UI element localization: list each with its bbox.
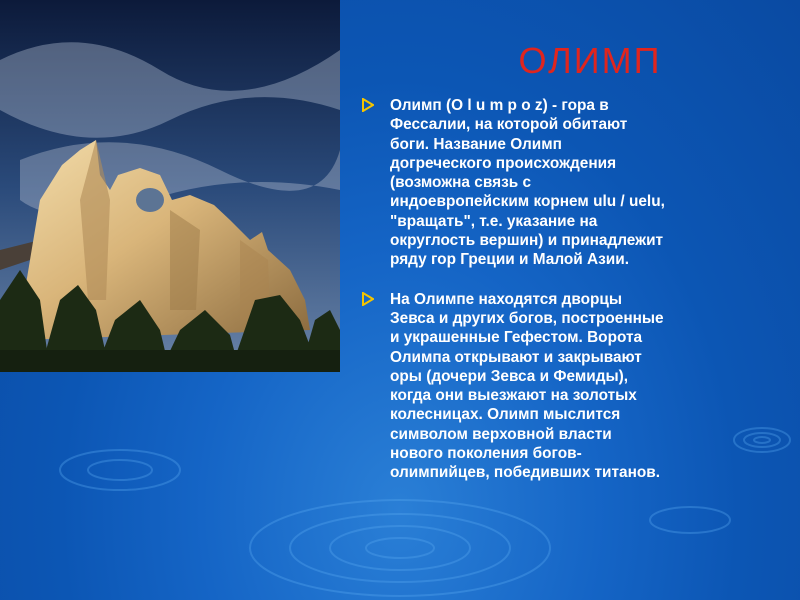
bullet-text: Олимп (O l u m p o z) - гора в Фессалии, на которой обитают боги. Название Олимп догреческого происхождения (возможна связь с индоевропейским корнем ulu / uelu, "вращать", т.е. указание на округлость вершин) и принадлежит ряду гор Греции и Малой Азии. bbox=[390, 97, 665, 269]
mountain-photo bbox=[0, 0, 340, 372]
square-bullet-icon bbox=[362, 98, 374, 112]
bullet-item bbox=[362, 96, 754, 270]
slide-title: ОЛИМП bbox=[518, 40, 662, 81]
bullet-list bbox=[362, 96, 754, 503]
bullet-item bbox=[362, 290, 754, 483]
bullet-text: На Олимпе находятся дворцы Зевса и других богов, построенные и украшенные Гефестом. Ворота Олимпа открывают и закрывают оры (дочери Зевса и Фемиды), когда они выезжают на золотых колесницах. Олимп мыслится символом верховной власти нового поколения богов- олимпийцев, победивших титанов. bbox=[390, 290, 664, 482]
square-bullet-icon bbox=[362, 292, 374, 306]
